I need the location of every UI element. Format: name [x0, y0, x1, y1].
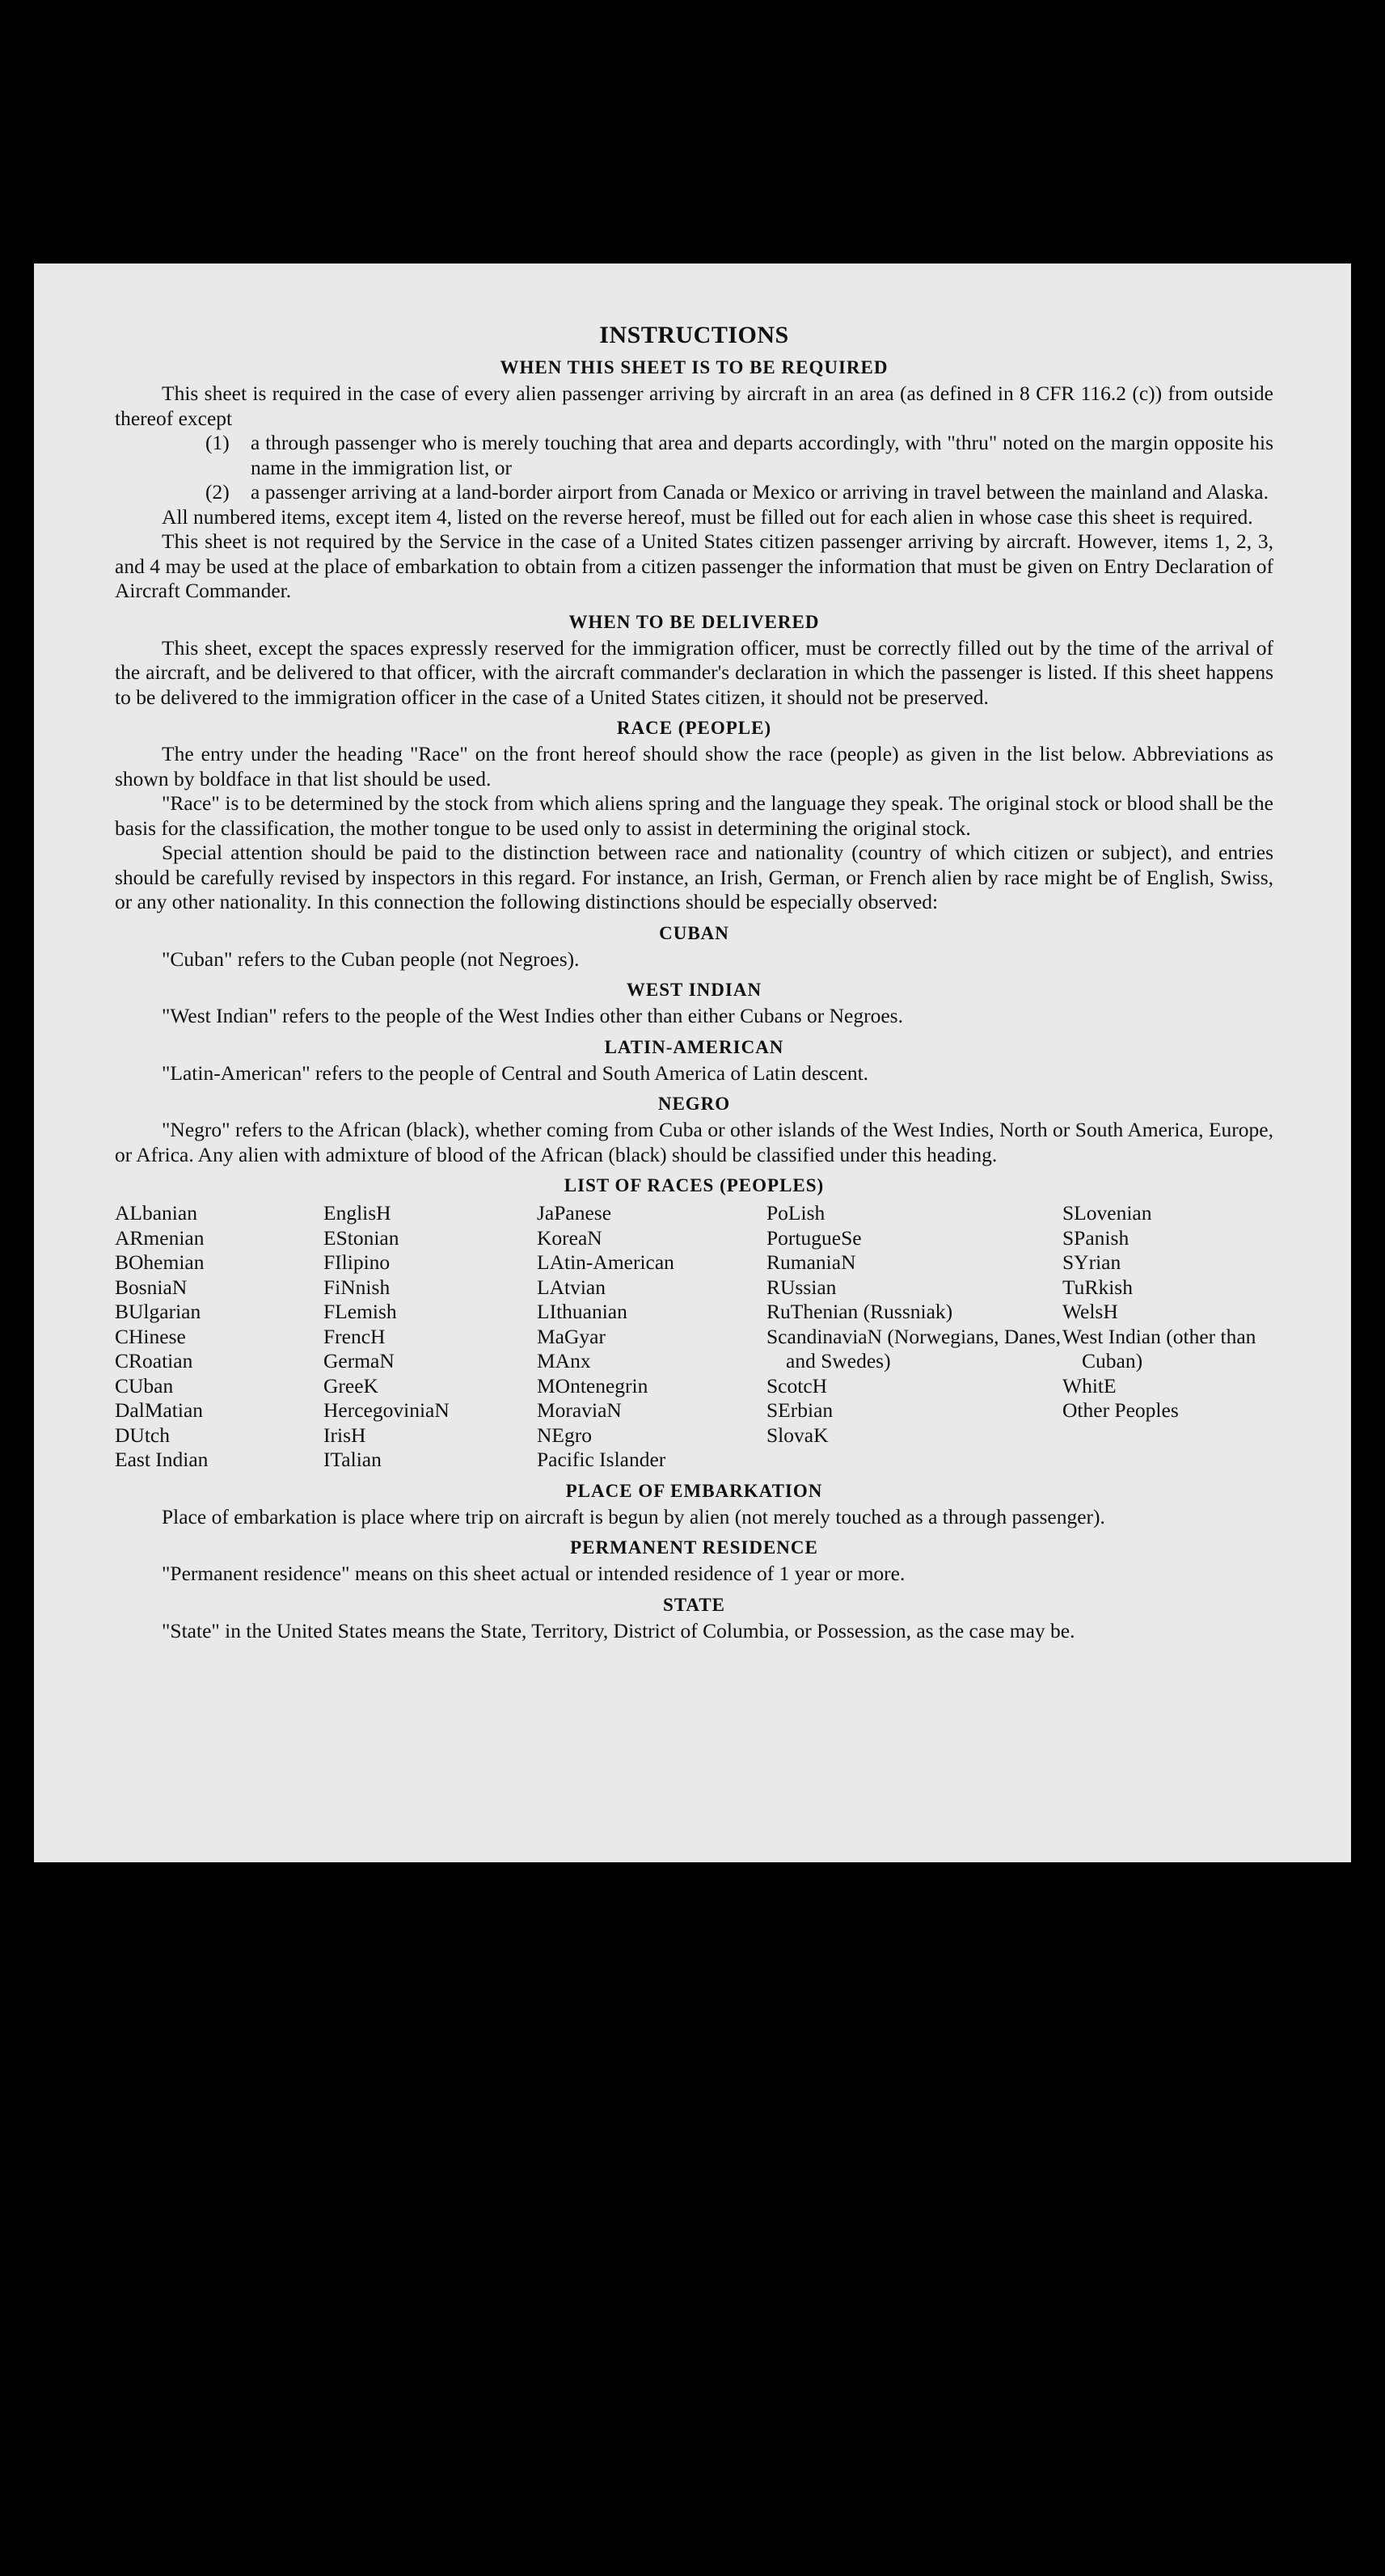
- race-entry: BosniaN: [115, 1275, 188, 1299]
- race-entry: MaGyar: [537, 1324, 606, 1348]
- paragraph: This sheet, except the spaces expressly reserved for the immigration officer, must be correctly filled out by the time of the arrival of the aircraft, and be delivered to that officer, with the aircraft commander's declaration in which the passenger is listed. If this sheet happens to be delivered to the immigration officer in the case of a United States citizen, it should not be preserved.: [115, 635, 1273, 709]
- race-entry: ScotcH: [766, 1373, 828, 1398]
- race-entry: FiNnish: [323, 1275, 391, 1299]
- race-entry: RUssian: [766, 1275, 837, 1299]
- race-entry: NEgro: [537, 1423, 592, 1447]
- paragraph: The entry under the heading "Race" on the front hereof should show the race (people) as given in the list below. Abbreviations as shown by boldface in that list should be used.: [115, 742, 1273, 791]
- heading-west-indian: WEST INDIAN: [626, 980, 762, 1000]
- race-entry: LAtvian: [537, 1275, 606, 1299]
- race-entry: IrisH: [323, 1423, 366, 1447]
- paragraph: "Permanent residence" means on this sheet actual or intended residence of 1 year or more.: [162, 1562, 906, 1585]
- race-entry: East Indian: [115, 1448, 209, 1471]
- paragraph: "Race" is to be determined by the stock from which aliens spring and the language they speak. The original stock or blood shall be the basis for the classification, the mother tongue to be used only to assist in determining the original stock.: [115, 791, 1273, 840]
- heading-cuban: CUBAN: [659, 922, 729, 943]
- paragraph: "West Indian" refers to the people of the West Indies other than either Cubans or Negroes.: [162, 1004, 903, 1027]
- race-entry: ITalian: [323, 1448, 382, 1471]
- race-entry: SLovenian: [1062, 1201, 1152, 1225]
- heading-race: RACE (PEOPLE): [616, 718, 772, 738]
- race-entry: KoreaN: [537, 1225, 602, 1250]
- race-entry: PoLish: [766, 1201, 826, 1225]
- race-entry: Other Peoples: [1062, 1398, 1179, 1422]
- heading-latin-american: LATIN-AMERICAN: [604, 1036, 784, 1057]
- document-title: INSTRUCTIONS: [599, 322, 789, 348]
- race-entry: SlovaK: [766, 1423, 829, 1447]
- race-entry: ARmenian: [115, 1225, 205, 1250]
- paragraph: This sheet is required in the case of every alien passenger arriving by aircraft in an area (as defined in 8 CFR 116.2 (c)) from outside thereof except: [115, 382, 1273, 430]
- race-entry: GreeK: [323, 1373, 378, 1398]
- heading-permanent-residence: PERMANENT RESIDENCE: [570, 1537, 818, 1558]
- document-sheet: [34, 264, 1351, 1862]
- races-list: [115, 1201, 1273, 1473]
- paragraph: "Latin-American" refers to the people of Central and South America of Latin descent.: [162, 1060, 869, 1085]
- race-entry: EStonian: [323, 1225, 399, 1250]
- race-entry: HercegoviniaN: [323, 1398, 450, 1422]
- race-entry: WelsH: [1062, 1300, 1118, 1323]
- race-entry: ScandinaviaN (Norwegians, Danes, and Swedes): [766, 1324, 1061, 1372]
- race-entry: CRoatian: [115, 1349, 193, 1372]
- heading-when-delivered: WHEN TO BE DELIVERED: [568, 611, 820, 632]
- race-entry: FrencH: [323, 1324, 386, 1348]
- race-entry: WhitE: [1062, 1373, 1117, 1398]
- paragraph: This sheet is not required by the Service in the case of a United States citizen passenger arriving by aircraft. However, items 1, 2, 3, and 4 may be used at the place of embarkation to obtain from a citizen passenger the information that must be given on Entry Declaration of Aircraft Commander.: [115, 529, 1273, 602]
- paragraph: "Cuban" refers to the Cuban people (not Negroes).: [162, 947, 580, 971]
- races-column-3: [537, 1201, 766, 1473]
- race-entry: BOhemian: [115, 1250, 205, 1274]
- race-entry: RuThenian (Russniak): [766, 1300, 953, 1323]
- heading-place-of-embarkation: PLACE OF EMBARKATION: [565, 1480, 823, 1501]
- race-entry: West Indian (other than Cuban): [1062, 1324, 1256, 1372]
- paragraph: All numbered items, except item 4, listed on the reverse hereof, must be filled out for each alien in whose case this sheet is required.: [162, 504, 1253, 529]
- races-column-5: [1062, 1201, 1273, 1473]
- heading-when-required: WHEN THIS SHEET IS TO BE REQUIRED: [500, 357, 889, 377]
- race-entry: GermaN: [323, 1349, 395, 1372]
- races-column-2: [323, 1201, 537, 1473]
- races-column-4: [766, 1201, 1062, 1473]
- heading-negro: NEGRO: [657, 1094, 731, 1114]
- list-item: [115, 480, 1273, 505]
- item-text: a through passenger who is merely touching that area and departs accordingly, with "thru" noted on the margin opposite his name in the immigration list, or: [251, 431, 1273, 479]
- race-entry: BUlgarian: [115, 1300, 201, 1323]
- race-entry: SYrian: [1062, 1250, 1121, 1274]
- race-entry: PortugueSe: [766, 1225, 862, 1250]
- paragraph: Place of embarkation is place where trip on aircraft is begun by alien (not merely touched as a through passenger).: [162, 1504, 1105, 1528]
- paragraph: "Negro" refers to the African (black), whether coming from Cuba or other islands of the West Indies, North or South America, Europe, or Africa. Any alien with admixture of blood of the African (black) should be classified under this heading.: [115, 1118, 1273, 1166]
- race-entry: ALbanian: [115, 1201, 197, 1225]
- race-entry: MOntenegrin: [537, 1373, 648, 1398]
- race-entry: SPanish: [1062, 1225, 1130, 1250]
- item-text: a passenger arriving at a land-border airport from Canada or Mexico or arriving in travel between the mainland and Alaska.: [251, 480, 1269, 504]
- races-column-1: [115, 1201, 323, 1473]
- race-entry: TuRkish: [1062, 1275, 1133, 1299]
- race-entry: DalMatian: [115, 1398, 204, 1422]
- race-entry: RumaniaN: [766, 1250, 856, 1274]
- race-entry: MoraviaN: [537, 1398, 622, 1422]
- race-entry: Pacific Islander: [537, 1448, 666, 1471]
- race-entry: FLemish: [323, 1300, 397, 1323]
- heading-list-of-races: LIST OF RACES (PEOPLES): [564, 1175, 825, 1195]
- paragraph: "State" in the United States means the State, Territory, District of Columbia, or Possession, as the case may be.: [162, 1618, 1075, 1642]
- race-entry: JaPanese: [537, 1201, 612, 1225]
- race-entry: LAtin-American: [537, 1250, 674, 1274]
- race-entry: EnglisH: [323, 1201, 391, 1225]
- race-entry: FIlipino: [323, 1250, 391, 1274]
- paragraph: Special attention should be paid to the distinction between race and nationality (country of which citizen or subject), and entries should be carefully revised by inspectors in this regard. For instance, an Irish, German, or French alien by race might be of English, Swiss, or any other nationality. In this connection the following distinctions should be especially observed:: [115, 841, 1273, 913]
- race-entry: DUtch: [115, 1423, 170, 1447]
- race-entry: SErbian: [766, 1398, 834, 1422]
- race-entry: CUban: [115, 1373, 174, 1398]
- race-entry: MAnx: [537, 1349, 591, 1372]
- item-number: (2): [205, 480, 230, 504]
- list-item: [115, 431, 1273, 480]
- race-entry: LIthuanian: [537, 1300, 627, 1323]
- race-entry: CHinese: [115, 1324, 186, 1348]
- heading-state: STATE: [662, 1594, 725, 1615]
- item-number: (1): [205, 431, 230, 454]
